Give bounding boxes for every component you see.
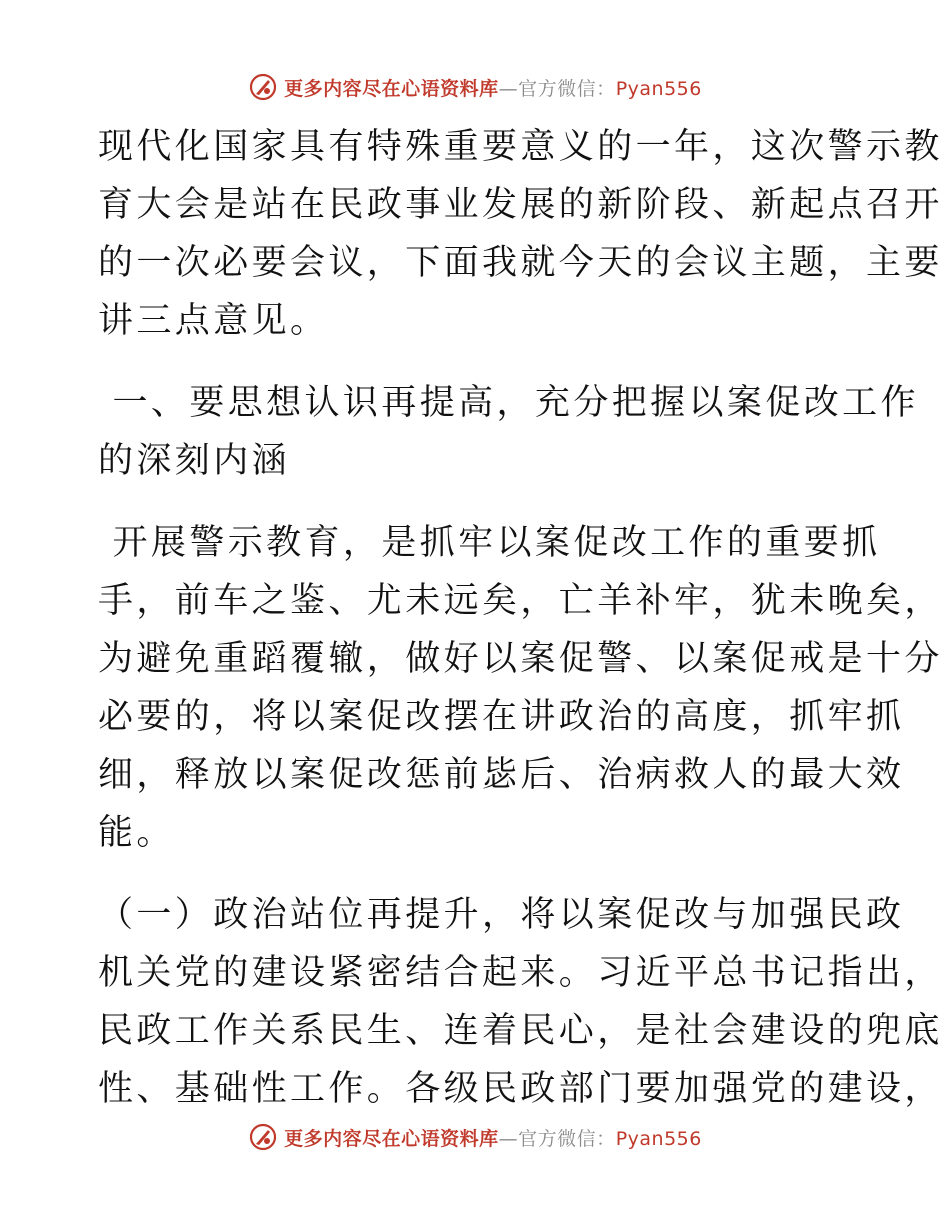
text-line: 细，释放以案促改惩前毖后、治病救人的最大效: [98, 755, 905, 795]
text-line: 的一次必要会议，下面我就今天的会议主题，主要: [98, 243, 943, 283]
watermark-separator: —: [498, 77, 519, 100]
text-line: 开展警示教育，是抓牢以案促改工作的重要抓: [98, 523, 881, 563]
text-line: 讲三点意见。: [98, 301, 329, 341]
text-line: 为避免重蹈覆辙，做好以案促警、以案促戒是十分: [98, 639, 943, 679]
watermark-brand: 更多内容尽在心语资料库: [284, 77, 499, 100]
text-line: 民政工作关系民生、连着民心，是社会建设的兜底: [98, 1011, 943, 1051]
heading-line: 的深刻内涵: [98, 441, 291, 481]
watermark-brand: 更多内容尽在心语资料库: [284, 1127, 499, 1150]
watermark-contact: Pyan556: [615, 1127, 702, 1150]
text-line: 能。: [98, 813, 175, 853]
text-line: （一）政治站位再提升，将以案促改与加强民政: [98, 895, 905, 935]
document-body: [98, 118, 943, 1118]
watermark-label: 官方微信：: [518, 77, 616, 100]
watermark-label: 官方微信：: [518, 1127, 616, 1150]
feather-logo-icon: [248, 1122, 278, 1152]
paragraph-warning-education: [98, 514, 943, 862]
text-line: 育大会是站在民政事业发展的新阶段、新起点召开: [98, 185, 943, 225]
paragraph-intro: [98, 118, 943, 350]
feather-logo-icon: [248, 72, 278, 102]
paragraph-political-stance: [98, 886, 943, 1118]
section-heading-one: [98, 374, 919, 490]
footer-watermark: [0, 1122, 950, 1152]
watermark-separator: —: [498, 1127, 519, 1150]
watermark-contact: Pyan556: [615, 77, 702, 100]
text-line: 必要的，将以案促改摆在讲政治的高度，抓牢抓: [98, 697, 905, 737]
text-line: 手，前车之鉴、尤未远矣，亡羊补牢，犹未晚矣，: [98, 581, 943, 621]
header-watermark: [0, 72, 950, 102]
heading-line: 一、要思想认识再提高，充分把握以案促改工作: [98, 383, 919, 423]
text-line: 性、基础性工作。各级民政部门要加强党的建设，: [98, 1069, 943, 1109]
text-line: 机关党的建设紧密结合起来。习近平总书记指出，: [98, 953, 943, 993]
text-line: 现代化国家具有特殊重要意义的一年，这次警示教: [98, 127, 943, 167]
